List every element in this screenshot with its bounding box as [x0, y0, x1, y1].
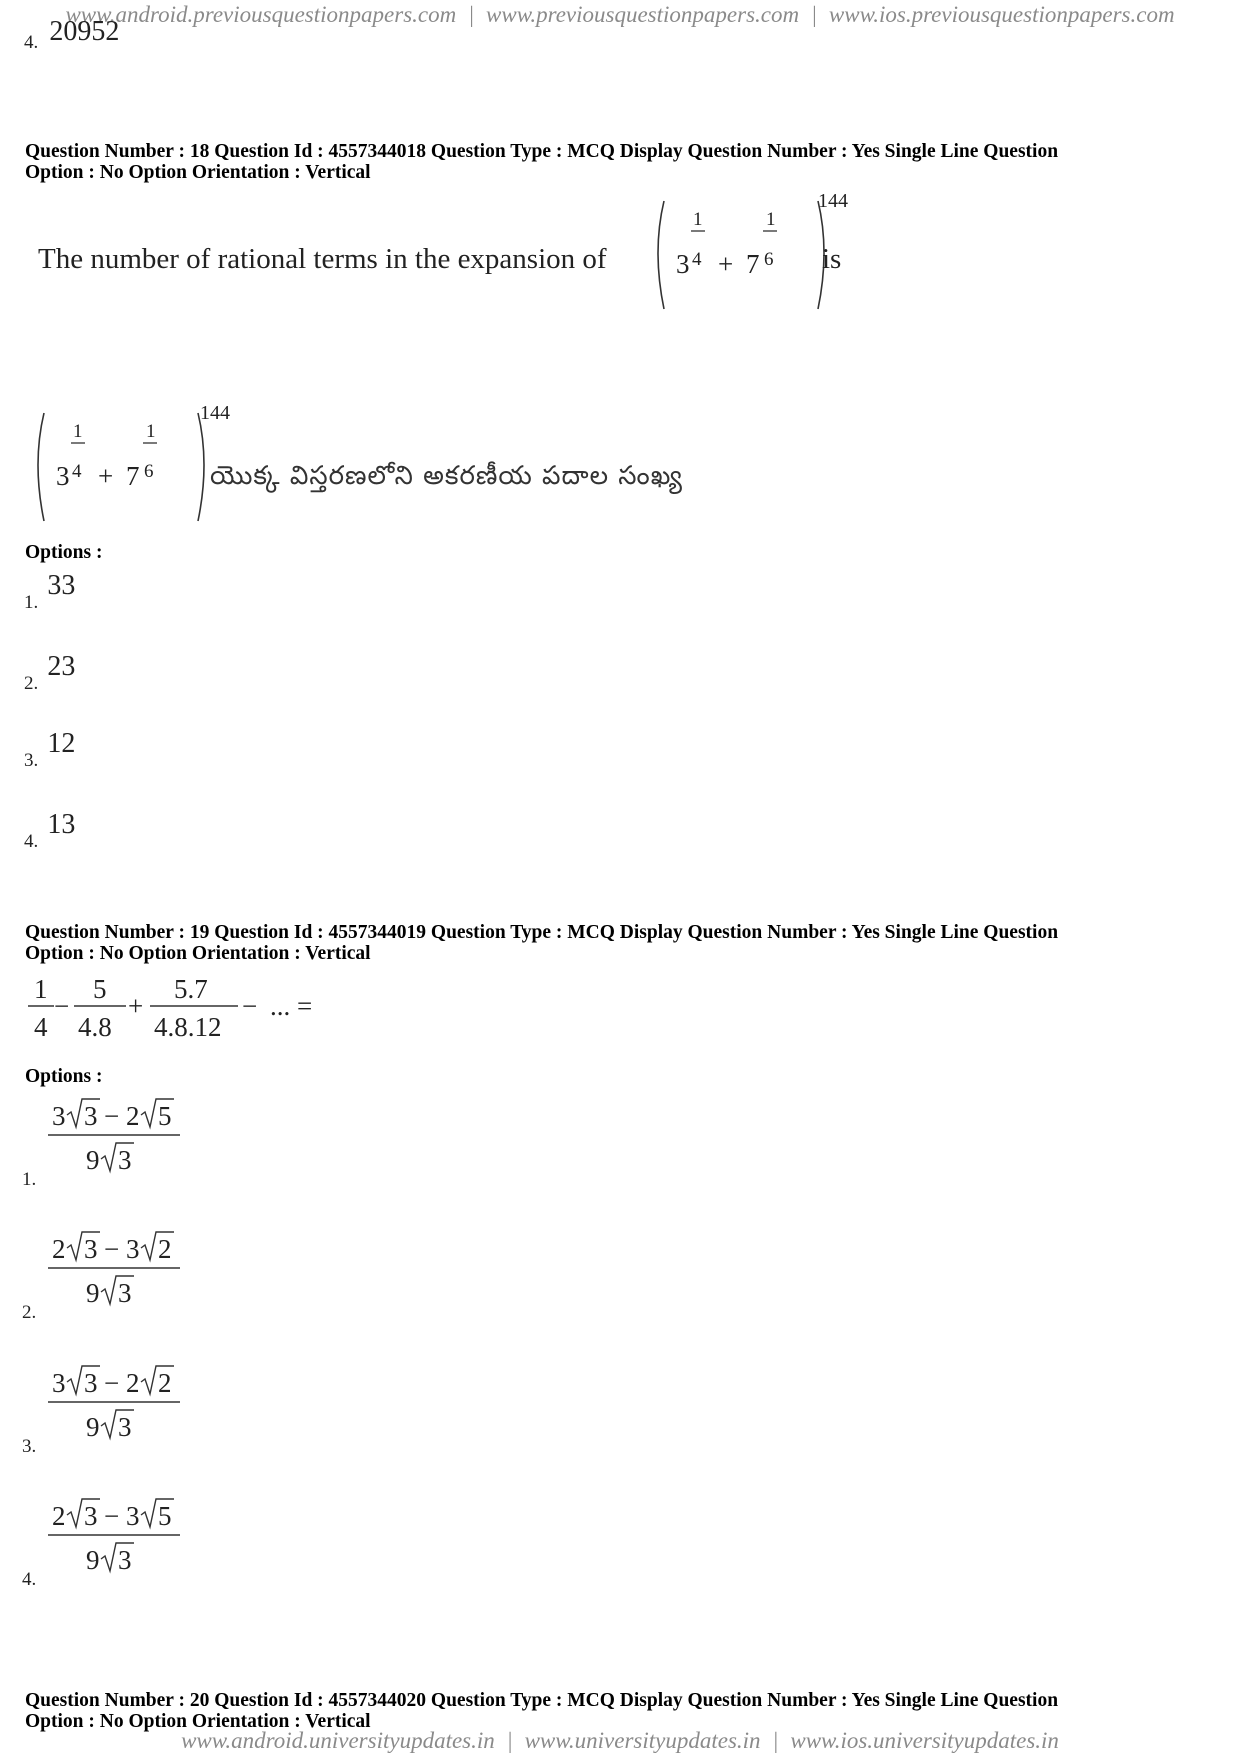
header-separator: | — [810, 2, 818, 27]
option-value: 13 — [47, 809, 76, 840]
footer-separator: | — [772, 1728, 779, 1753]
prev-option-4 — [24, 16, 120, 56]
svg-text:3: 3 — [84, 1501, 98, 1531]
svg-text:3: 3 — [118, 1278, 132, 1308]
svg-text:3: 3 — [52, 1101, 66, 1131]
option-number: 4. — [24, 32, 39, 53]
option-value: 12 — [47, 728, 76, 759]
q19-metadata — [25, 922, 1225, 964]
q19-option-4[interactable] — [22, 1495, 262, 1595]
footer-link-main[interactable]: www.universityupdates.in — [524, 1728, 761, 1753]
q18-text-after: is — [822, 243, 842, 275]
svg-text:2: 2 — [126, 1101, 140, 1131]
q19-option-2[interactable] — [22, 1228, 262, 1328]
q19-option-3-fraction — [46, 1362, 226, 1462]
series-op3: − — [242, 991, 258, 1021]
expr-base-3: 3 — [676, 249, 690, 279]
option-value: 20952 — [49, 16, 120, 47]
svg-text:2: 2 — [52, 1234, 66, 1264]
header-watermark — [0, 2, 1240, 28]
q19-option-1-fraction — [46, 1095, 226, 1195]
q19-option-2-fraction — [46, 1228, 226, 1328]
expr-base-7: 7 — [126, 461, 140, 491]
series-tail: ... = — [270, 991, 313, 1021]
header-separator: | — [467, 2, 475, 27]
q18-option-3[interactable] — [24, 728, 76, 771]
option-number: 2. — [24, 673, 39, 694]
expr-power: 144 — [818, 193, 848, 212]
q19-option-4-fraction — [46, 1495, 226, 1595]
svg-text:5: 5 — [158, 1101, 172, 1131]
option-value: 23 — [47, 651, 76, 682]
svg-text:2: 2 — [126, 1368, 140, 1398]
q19-option-3[interactable] — [22, 1362, 262, 1462]
header-link-main[interactable]: www.previousquestionpapers.com — [486, 2, 800, 27]
q19-options-label: Options : — [25, 1066, 103, 1087]
q18-meta-line1: Question Number : 18 Question Id : 4557344018 Question Type : MCQ Display Question Number : Yes Single Line Question — [25, 141, 1059, 162]
option-number: 3. — [24, 750, 39, 771]
expr-exp1-den: 4 — [72, 461, 82, 482]
series-op1: − — [54, 991, 70, 1021]
series-t3-num: 5.7 — [174, 974, 208, 1004]
q19-meta-line1: Question Number : 19 Question Id : 4557344019 Question Type : MCQ Display Question Number : Yes Single Line Question — [25, 922, 1059, 943]
q18-text-te: యొక్క విస్తరణలోని అకరణీయ పదాల సంఖ్య — [210, 461, 683, 491]
expr-exp1-num: 1 — [693, 209, 703, 230]
svg-text:3: 3 — [118, 1545, 132, 1575]
svg-text:3: 3 — [126, 1234, 140, 1264]
q20-meta-line2: Option : No Option Orientation : Vertical — [25, 1711, 371, 1732]
svg-text:−: − — [104, 1368, 120, 1398]
svg-text:3: 3 — [84, 1368, 98, 1398]
option-number: 4. — [24, 831, 39, 852]
svg-text:3: 3 — [118, 1412, 132, 1442]
footer-link-ios[interactable]: www.ios.universityupdates.in — [790, 1728, 1059, 1753]
q19-series — [26, 970, 346, 1050]
q18-meta-line2: Option : No Option Orientation : Vertical — [25, 162, 371, 183]
option-number: 1. — [24, 592, 39, 613]
footer-watermark — [0, 1728, 1240, 1754]
svg-text:3: 3 — [84, 1234, 98, 1264]
option-value: 33 — [47, 570, 76, 601]
footer-link-android[interactable]: www.android.universityupdates.in — [181, 1728, 495, 1753]
svg-text:−: − — [104, 1101, 120, 1131]
svg-text:2: 2 — [158, 1368, 172, 1398]
header-link-android[interactable]: www.android.previousquestionpapers.com — [65, 2, 457, 27]
svg-text:9: 9 — [86, 1145, 100, 1175]
q18-option-4[interactable] — [24, 809, 76, 852]
expr-exp2-den: 6 — [144, 461, 154, 482]
q20-meta-line1: Question Number : 20 Question Id : 4557344020 Question Type : MCQ Display Question Number : Yes Single Line Question — [25, 1690, 1059, 1711]
q20-metadata — [25, 1690, 1225, 1732]
expr-exp2-num: 1 — [766, 209, 776, 230]
q18-question-te — [30, 405, 730, 525]
svg-text:−: − — [104, 1501, 120, 1531]
q18-option-2[interactable] — [24, 651, 76, 694]
series-op2: + — [128, 991, 144, 1021]
expr-exp2-num: 1 — [146, 421, 156, 442]
svg-text:−: − — [104, 1234, 120, 1264]
expr-exp1-den: 4 — [692, 249, 702, 270]
series-t2-den: 4.8 — [78, 1012, 112, 1042]
q18-text-before: The number of rational terms in the expansion of — [38, 243, 607, 275]
header-link-ios[interactable]: www.ios.previousquestionpapers.com — [828, 2, 1175, 27]
svg-text:3: 3 — [52, 1368, 66, 1398]
expr-exp1-num: 1 — [73, 421, 83, 442]
option-number: 1. — [22, 1169, 37, 1190]
option-number: 2. — [22, 1302, 37, 1323]
expr-base-3: 3 — [56, 461, 70, 491]
q19-meta-line2: Option : No Option Orientation : Vertical — [25, 943, 371, 964]
q18-options-label: Options : — [25, 542, 103, 563]
q18-expression — [650, 193, 850, 313]
svg-text:3: 3 — [84, 1101, 98, 1131]
expr-power: 144 — [200, 405, 230, 424]
expr-plus: + — [718, 249, 734, 279]
q18-question-en — [38, 193, 898, 313]
svg-text:9: 9 — [86, 1412, 100, 1442]
svg-text:9: 9 — [86, 1545, 100, 1575]
series-t1-den: 4 — [34, 1012, 48, 1042]
series-t3-den: 4.8.12 — [154, 1012, 222, 1042]
series-t2-num: 5 — [93, 974, 107, 1004]
q18-option-1[interactable] — [24, 570, 76, 613]
q18-expression-te — [30, 405, 230, 525]
svg-text:2: 2 — [52, 1501, 66, 1531]
q18-metadata — [25, 141, 1225, 183]
option-number: 3. — [22, 1436, 37, 1457]
option-number: 4. — [22, 1569, 37, 1590]
expr-base-7: 7 — [746, 249, 760, 279]
svg-text:3: 3 — [126, 1501, 140, 1531]
svg-text:2: 2 — [158, 1234, 172, 1264]
expr-plus: + — [98, 461, 114, 491]
series-t1-num: 1 — [34, 974, 48, 1004]
svg-text:3: 3 — [118, 1145, 132, 1175]
svg-text:5: 5 — [158, 1501, 172, 1531]
expr-exp2-den: 6 — [764, 249, 774, 270]
footer-separator: | — [506, 1728, 513, 1753]
svg-text:9: 9 — [86, 1278, 100, 1308]
q19-option-1[interactable] — [22, 1095, 262, 1195]
